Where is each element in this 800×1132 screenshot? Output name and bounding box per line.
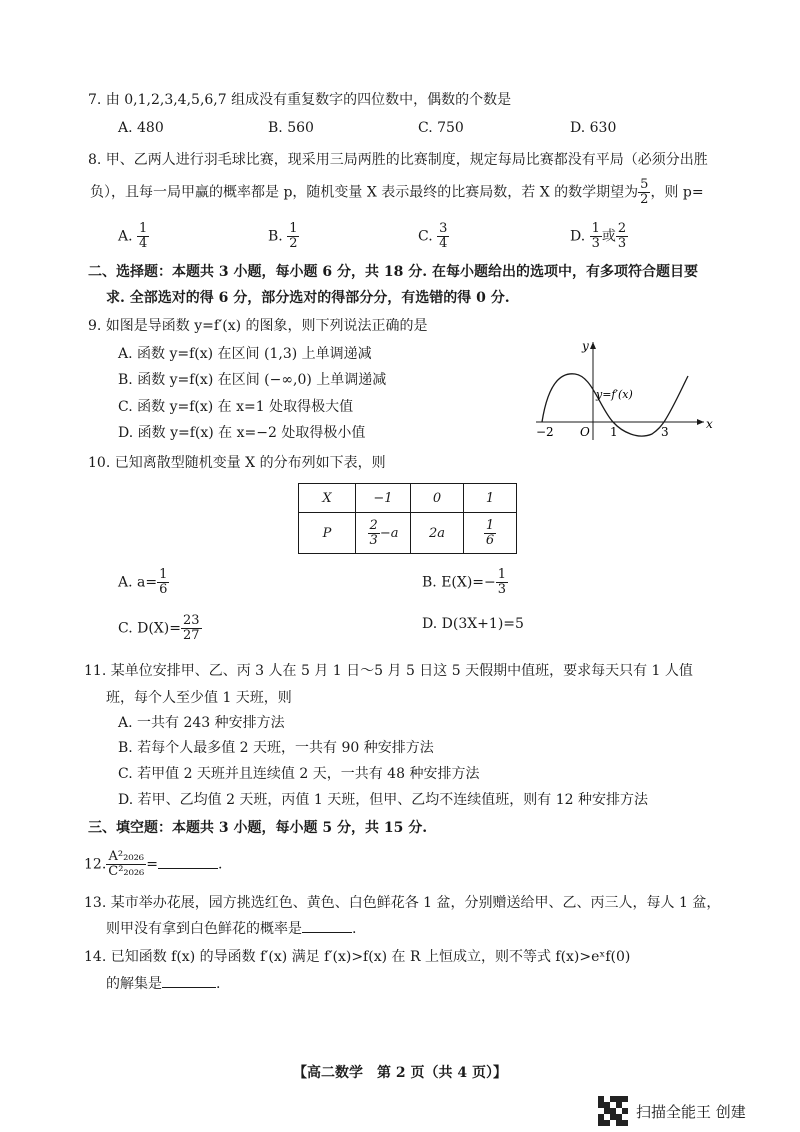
x-axis-arrow bbox=[697, 419, 704, 425]
q7-option-b: B. 560 bbox=[268, 120, 314, 136]
section2-heading-line1: 二、选择题：本题共 3 小题，每小题 6 分，共 18 分. 在每小题给出的选项中，有多项符合题目要 bbox=[88, 264, 698, 280]
q9-option-b: B. 函数 y=f(x) 在区间 (−∞,0) 上单调递减 bbox=[118, 372, 387, 388]
q11-line1: 11. 某单位安排甲、乙、丙 3 人在 5 月 1 日～5 月 5 日这 5 天假期中值班，要求每天只有 1 人值 bbox=[84, 663, 693, 679]
table-cell: $\frac{2}{3}$ −a bbox=[356, 513, 411, 554]
q9-option-a: A. 函数 y=f(x) 在区间 (1,3) 上单调递减 bbox=[118, 346, 372, 362]
q8-option-d: D. $\frac{1}{3}$ 或 $\frac{2}{3}$ bbox=[570, 221, 627, 251]
q9-option-c: C. 函数 y=f(x) 在 x=1 处取得极大值 bbox=[118, 399, 354, 415]
table-row bbox=[299, 484, 517, 513]
q12-label: 12. bbox=[84, 856, 107, 873]
q8-line2-pre: 负），且每一局甲赢的概率都是 p，随机变量 X 表示最终的比赛局数，若 X 的数学期望为 bbox=[90, 184, 639, 201]
q9-stem: 9. 如图是导函数 y=f′(x) 的图象，则下列说法正确的是 bbox=[88, 318, 428, 334]
q12-fraction: $\frac{\text{A²₂₀₂₆}}{\text{C²₂₀₂₆}}$ bbox=[108, 849, 145, 879]
table-cell: P bbox=[299, 513, 356, 554]
y-axis-label: y bbox=[582, 339, 589, 353]
table-cell: $\frac{1}{6}$ bbox=[464, 513, 517, 554]
q14-line2: 的解集是 . bbox=[106, 976, 221, 992]
q8-option-a: A. $\frac{1}{4}$ bbox=[118, 221, 148, 251]
q8-option-c: C. $\frac{3}{4}$ bbox=[418, 221, 448, 251]
distribution-table bbox=[298, 483, 517, 554]
q13-answer-blank[interactable] bbox=[302, 932, 352, 933]
table-cell: 0 bbox=[411, 484, 464, 513]
q11-option-c: C. 若甲值 2 天班并且连续值 2 天，一共有 48 种安排方法 bbox=[118, 766, 480, 782]
q10-option-b: B. E(X)=− $\frac{1}{3}$ bbox=[422, 567, 507, 597]
q13-line1: 13. 某市举办花展，园方挑选红色、黄色、白色鲜花各 1 盆，分别赠送给甲、乙、丙三人，每人 1 盆， bbox=[84, 895, 721, 911]
q11-option-a: A. 一共有 243 种安排方法 bbox=[118, 715, 285, 731]
derivative-graph bbox=[530, 336, 720, 446]
q7-option-d: D. 630 bbox=[570, 120, 617, 136]
tick-label-1: 1 bbox=[610, 425, 618, 439]
q7-option-c: C. 750 bbox=[418, 120, 464, 136]
q10-option-a: A. a= $\frac{1}{6}$ bbox=[118, 567, 168, 597]
q8-expect-fraction: $\frac{5}{2}$ bbox=[640, 177, 649, 207]
tick-label-minus2: −2 bbox=[536, 425, 554, 439]
q11-option-d: D. 若甲、乙均值 2 天班，丙值 1 天班，但甲、乙均不连续值班，则有 12 种安排方法 bbox=[118, 792, 648, 808]
table-row bbox=[299, 513, 517, 554]
q12: 12. $\frac{\text{A²₂₀₂₆}}{\text{C²₂₀₂₆}}$ = . bbox=[84, 849, 223, 879]
q11-option-b: B. 若每个人最多值 2 天班，一共有 90 种安排方法 bbox=[118, 740, 434, 756]
table-cell: 2a bbox=[411, 513, 464, 554]
q10-stem: 10. 已知离散型随机变量 X 的分布列如下表，则 bbox=[88, 455, 386, 471]
table-cell: X bbox=[299, 484, 356, 513]
q12-answer-blank[interactable] bbox=[158, 868, 218, 869]
q9-option-d: D. 函数 y=f(x) 在 x=−2 处取得极小值 bbox=[118, 425, 366, 441]
page-footer: 【高二数学 第 2 页（共 4 页）】 bbox=[293, 1065, 507, 1081]
q7-option-a: A. 480 bbox=[118, 120, 164, 136]
tick-label-3: 3 bbox=[661, 425, 669, 439]
q8-line1: 8. 甲、乙两人进行羽毛球比赛，现采用三局两胜的比赛制度，规定每局比赛都没有平局（必须分出胜 bbox=[88, 152, 708, 168]
q10-option-d: D. D(3X+1)=5 bbox=[422, 616, 524, 632]
q13-line2: 则甲没有拿到白色鲜花的概率是 . bbox=[106, 921, 357, 937]
q10-option-c: C. D(X)= $\frac{23}{27}$ bbox=[118, 613, 200, 643]
q7-stem: 7. 由 0,1,2,3,4,5,6,7 组成没有重复数字的四位数中，偶数的个数是 bbox=[88, 92, 512, 108]
section2-heading-line2: 求. 全部选对的得 6 分，部分选对的得部分分，有选错的得 0 分. bbox=[106, 290, 510, 306]
table-cell: 1 bbox=[464, 484, 517, 513]
q14-line1: 14. 已知函数 f(x) 的导函数 f′(x) 满足 f′(x)>f(x) 在 R 上恒成立，则不等式 f(x)>eˣf(0) bbox=[84, 949, 631, 965]
table-cell: −1 bbox=[356, 484, 411, 513]
q14-answer-blank[interactable] bbox=[162, 987, 216, 988]
watermark-text: 扫描全能王 创建 bbox=[636, 1102, 746, 1121]
q8-option-b: B. $\frac{1}{2}$ bbox=[268, 221, 298, 251]
qr-code-icon bbox=[598, 1096, 628, 1126]
scanner-watermark bbox=[598, 1096, 746, 1126]
x-axis-label: x bbox=[706, 417, 713, 431]
curve-label: y=f′(x) bbox=[596, 388, 633, 401]
section3-heading: 三、填空题：本题共 3 小题，每小题 5 分，共 15 分. bbox=[88, 820, 428, 836]
q8-line2 bbox=[90, 178, 704, 207]
origin-label: O bbox=[580, 425, 590, 439]
q8-line2-post: ，则 p= bbox=[650, 184, 704, 201]
y-axis-arrow bbox=[590, 342, 596, 349]
q11-line2: 班，每个人至少值 1 天班，则 bbox=[106, 690, 292, 706]
